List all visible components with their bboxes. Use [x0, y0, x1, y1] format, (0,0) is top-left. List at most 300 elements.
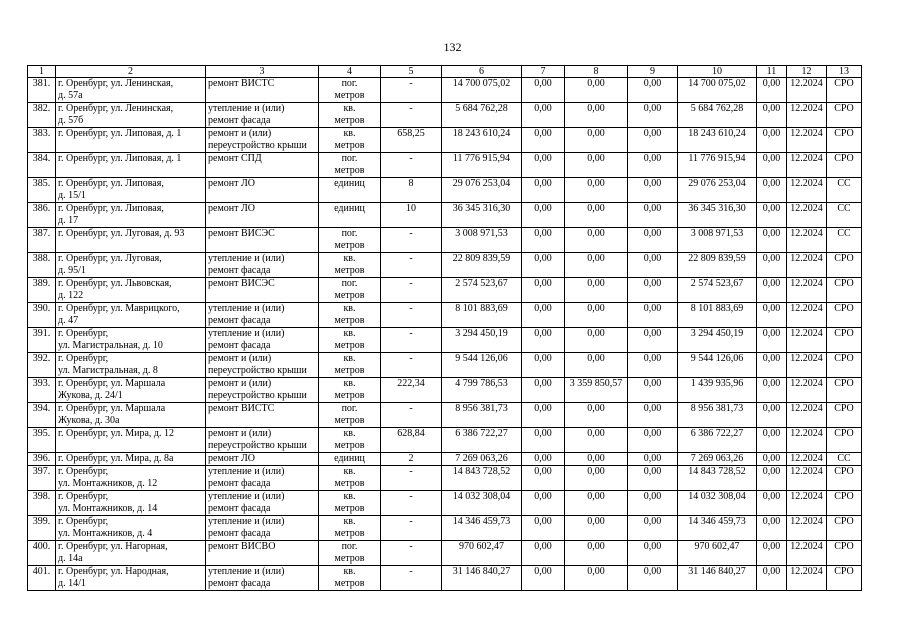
cell-row-number: 394.: [28, 403, 56, 428]
cell-work-type: [206, 78, 319, 103]
cell-work-type: [206, 103, 319, 128]
cell-quantity: 8: [381, 178, 442, 203]
cell-line: г. Оренбург, ул. Липовая, д. 1: [58, 128, 182, 139]
cell-line: ремонт фасада: [208, 528, 271, 539]
cell-line: кв.: [343, 253, 356, 264]
cell-fund-local: 0,00: [628, 153, 678, 178]
cell-address: [56, 253, 206, 278]
cell-unit: [319, 303, 381, 328]
cell-fund-local: 0,00: [628, 428, 678, 453]
cell-fund-other: 0,00: [757, 353, 787, 378]
cell-address: [56, 178, 206, 203]
cell-line: пог.: [341, 403, 358, 414]
cell-line: метров: [334, 265, 365, 276]
cell-method: СРО: [827, 466, 862, 491]
cell-fund-owners: 9 544 126,06: [678, 353, 757, 378]
cell-work-type: [206, 128, 319, 153]
cell-line: ул. Магистральная, д. 10: [58, 340, 163, 351]
cell-fund-regional: 0,00: [565, 566, 628, 591]
cell-row-number: 381.: [28, 78, 56, 103]
cell-row-number: 388.: [28, 253, 56, 278]
cell-deadline: 12.2024: [787, 466, 827, 491]
cell-deadline: 12.2024: [787, 128, 827, 153]
cell-fund-local: 0,00: [628, 203, 678, 228]
cell-line: ремонт ВИСТС: [208, 78, 275, 89]
cell-quantity: -: [381, 353, 442, 378]
column-header-10: 10: [678, 66, 757, 78]
cell-address: [56, 228, 206, 253]
cell-quantity: 658,25: [381, 128, 442, 153]
cell-total-cost: 22 809 839,59: [442, 253, 522, 278]
cell-line: д. 95/1: [58, 265, 86, 276]
cell-total-cost: 7 269 063,26: [442, 453, 522, 466]
cell-fund-regional: 0,00: [565, 228, 628, 253]
cell-line: ул. Магистральная, д. 8: [58, 365, 158, 376]
cell-line: пог.: [341, 278, 358, 289]
column-header-11: 11: [757, 66, 787, 78]
cell-unit: [319, 128, 381, 153]
cell-row-number: 386.: [28, 203, 56, 228]
cell-fund-federal: 0,00: [522, 378, 565, 403]
cell-line: утепление и (или): [208, 466, 285, 477]
cell-quantity: 2: [381, 453, 442, 466]
cell-method: СРО: [827, 78, 862, 103]
cell-work-type: [206, 328, 319, 353]
cell-unit: [319, 228, 381, 253]
cell-line: г. Оренбург,: [58, 353, 109, 364]
cell-line: г. Оренбург, ул. Мира, д. 12: [58, 428, 174, 439]
cell-fund-regional: 0,00: [565, 466, 628, 491]
cell-line: г. Оренбург, ул. Липовая,: [58, 203, 164, 214]
table-row: [28, 491, 862, 516]
cell-fund-local: 0,00: [628, 228, 678, 253]
table-row: [28, 466, 862, 491]
cell-row-number: 401.: [28, 566, 56, 591]
cell-line: г. Оренбург, ул. Липовая, д. 1: [58, 153, 182, 164]
cell-line: г. Оренбург, ул. Львовская,: [58, 278, 172, 289]
cell-work-type: [206, 203, 319, 228]
cell-line: утепление и (или): [208, 253, 285, 264]
cell-total-cost: 5 684 762,28: [442, 103, 522, 128]
cell-line: единиц: [334, 203, 365, 214]
cell-line: утепление и (или): [208, 516, 285, 527]
cell-line: д. 57б: [58, 115, 84, 126]
cell-fund-federal: 0,00: [522, 541, 565, 566]
cell-method: СС: [827, 228, 862, 253]
cell-fund-regional: 0,00: [565, 303, 628, 328]
column-header-13: 13: [827, 66, 862, 78]
cell-line: д. 57а: [58, 90, 83, 101]
cell-line: г. Оренбург,: [58, 491, 109, 502]
cell-line: д. 47: [58, 315, 79, 326]
cell-method: СРО: [827, 428, 862, 453]
cell-deadline: 12.2024: [787, 378, 827, 403]
table-row: [28, 403, 862, 428]
cell-quantity: -: [381, 403, 442, 428]
table-row: [28, 516, 862, 541]
cell-address: [56, 541, 206, 566]
cell-line: г. Оренбург, ул. Маршала: [58, 403, 166, 414]
cell-row-number: 383.: [28, 128, 56, 153]
cell-quantity: -: [381, 541, 442, 566]
cell-row-number: 400.: [28, 541, 56, 566]
cell-total-cost: 3 294 450,19: [442, 328, 522, 353]
cell-fund-owners: 22 809 839,59: [678, 253, 757, 278]
table-row: [28, 566, 862, 591]
cell-fund-other: 0,00: [757, 203, 787, 228]
cell-deadline: 12.2024: [787, 353, 827, 378]
cell-total-cost: 2 574 523,67: [442, 278, 522, 303]
column-header-2: 2: [56, 66, 206, 78]
cell-work-type: [206, 516, 319, 541]
table-row: [28, 303, 862, 328]
cell-quantity: -: [381, 466, 442, 491]
cell-line: ремонт фасада: [208, 340, 271, 351]
cell-fund-regional: 0,00: [565, 178, 628, 203]
cell-fund-local: 0,00: [628, 303, 678, 328]
cell-total-cost: 9 544 126,06: [442, 353, 522, 378]
cell-line: переустройство крыши: [208, 140, 307, 151]
cell-address: [56, 278, 206, 303]
cell-fund-other: 0,00: [757, 516, 787, 541]
cell-fund-other: 0,00: [757, 303, 787, 328]
cell-fund-federal: 0,00: [522, 78, 565, 103]
cell-line: Жукова, д. 24/1: [58, 390, 123, 401]
cell-line: ремонт фасада: [208, 115, 271, 126]
cell-deadline: 12.2024: [787, 403, 827, 428]
cell-deadline: 12.2024: [787, 153, 827, 178]
cell-line: пог.: [341, 228, 358, 239]
cell-line: ремонт фасада: [208, 578, 271, 589]
cell-work-type: [206, 153, 319, 178]
cell-address: [56, 516, 206, 541]
cell-row-number: 384.: [28, 153, 56, 178]
cell-line: метров: [334, 115, 365, 126]
cell-unit: [319, 253, 381, 278]
cell-fund-owners: 2 574 523,67: [678, 278, 757, 303]
cell-address: [56, 153, 206, 178]
cell-deadline: 12.2024: [787, 453, 827, 466]
cell-fund-owners: 970 602,47: [678, 541, 757, 566]
cell-line: г. Оренбург, ул. Народная,: [58, 566, 169, 577]
cell-total-cost: 14 032 308,04: [442, 491, 522, 516]
cell-line: ул. Монтажников, д. 4: [58, 528, 153, 539]
cell-line: метров: [334, 140, 365, 151]
column-header-6: 6: [442, 66, 522, 78]
cell-fund-other: 0,00: [757, 328, 787, 353]
cell-fund-federal: 0,00: [522, 328, 565, 353]
cell-line: г. Оренбург, ул. Нагорная,: [58, 541, 168, 552]
cell-line: ремонт СПД: [208, 153, 262, 164]
cell-fund-local: 0,00: [628, 453, 678, 466]
cell-row-number: 387.: [28, 228, 56, 253]
cell-fund-owners: 31 146 840,27: [678, 566, 757, 591]
cell-line: г. Оренбург,: [58, 516, 109, 527]
cell-deadline: 12.2024: [787, 566, 827, 591]
cell-fund-regional: 0,00: [565, 403, 628, 428]
cell-deadline: 12.2024: [787, 253, 827, 278]
cell-line: ремонт фасада: [208, 503, 271, 514]
cell-fund-local: 0,00: [628, 378, 678, 403]
cell-fund-owners: 14 346 459,73: [678, 516, 757, 541]
cell-line: кв.: [343, 491, 356, 502]
column-number-header: [28, 66, 862, 78]
cell-fund-local: 0,00: [628, 516, 678, 541]
cell-line: метров: [334, 553, 365, 564]
cell-address: [56, 328, 206, 353]
cell-fund-other: 0,00: [757, 78, 787, 103]
cell-fund-regional: 0,00: [565, 103, 628, 128]
cell-line: метров: [334, 340, 365, 351]
cell-fund-owners: 3 008 971,53: [678, 228, 757, 253]
cell-line: утепление и (или): [208, 103, 285, 114]
cell-method: СРО: [827, 278, 862, 303]
cell-row-number: 398.: [28, 491, 56, 516]
table-body: [28, 66, 862, 591]
cell-quantity: 222,34: [381, 378, 442, 403]
cell-fund-regional: 0,00: [565, 203, 628, 228]
cell-fund-regional: 0,00: [565, 491, 628, 516]
cell-fund-other: 0,00: [757, 428, 787, 453]
cell-row-number: 390.: [28, 303, 56, 328]
cell-unit: [319, 353, 381, 378]
cell-method: СРО: [827, 516, 862, 541]
cell-work-type: [206, 278, 319, 303]
cell-method: СРО: [827, 491, 862, 516]
cell-total-cost: 3 008 971,53: [442, 228, 522, 253]
cell-method: СРО: [827, 153, 862, 178]
cell-method: СС: [827, 203, 862, 228]
cell-line: ремонт и (или): [208, 128, 272, 139]
cell-address: [56, 203, 206, 228]
cell-line: пог.: [341, 541, 358, 552]
table-row: [28, 203, 862, 228]
cell-line: метров: [334, 390, 365, 401]
cell-line: д. 17: [58, 215, 79, 226]
table-row: [28, 378, 862, 403]
cell-fund-local: 0,00: [628, 403, 678, 428]
cell-unit: [319, 78, 381, 103]
column-header-12: 12: [787, 66, 827, 78]
cell-fund-owners: 36 345 316,30: [678, 203, 757, 228]
cell-deadline: 12.2024: [787, 541, 827, 566]
cell-fund-other: 0,00: [757, 278, 787, 303]
cell-line: метров: [334, 90, 365, 101]
cell-line: д. 15/1: [58, 190, 86, 201]
cell-row-number: 389.: [28, 278, 56, 303]
cell-row-number: 391.: [28, 328, 56, 353]
cell-work-type: [206, 353, 319, 378]
cell-total-cost: 6 386 722,27: [442, 428, 522, 453]
cell-row-number: 397.: [28, 466, 56, 491]
cell-fund-owners: 14 843 728,52: [678, 466, 757, 491]
cell-fund-other: 0,00: [757, 103, 787, 128]
table-row: [28, 228, 862, 253]
cell-total-cost: 31 146 840,27: [442, 566, 522, 591]
cell-line: утепление и (или): [208, 566, 285, 577]
cell-work-type: [206, 303, 319, 328]
cell-fund-owners: 8 101 883,69: [678, 303, 757, 328]
column-header-1: 1: [28, 66, 56, 78]
cell-quantity: -: [381, 491, 442, 516]
cell-deadline: 12.2024: [787, 303, 827, 328]
cell-line: утепление и (или): [208, 491, 285, 502]
cell-address: [56, 78, 206, 103]
cell-work-type: [206, 378, 319, 403]
cell-line: кв.: [343, 128, 356, 139]
cell-method: СРО: [827, 303, 862, 328]
cell-line: ремонт и (или): [208, 353, 272, 364]
cell-row-number: 385.: [28, 178, 56, 203]
cell-fund-regional: 0,00: [565, 453, 628, 466]
cell-unit: [319, 153, 381, 178]
cell-address: [56, 428, 206, 453]
cell-quantity: -: [381, 228, 442, 253]
table-row: [28, 253, 862, 278]
column-header-5: 5: [381, 66, 442, 78]
cell-line: метров: [334, 240, 365, 251]
cell-deadline: 12.2024: [787, 78, 827, 103]
cell-line: г. Оренбург,: [58, 328, 109, 339]
cell-line: кв.: [343, 378, 356, 389]
table-row: [28, 353, 862, 378]
table-row: [28, 453, 862, 466]
cell-unit: [319, 203, 381, 228]
cell-line: ремонт ЛО: [208, 178, 255, 189]
cell-fund-federal: 0,00: [522, 516, 565, 541]
cell-unit: [319, 566, 381, 591]
cell-method: СРО: [827, 253, 862, 278]
cell-address: [56, 303, 206, 328]
cell-method: СРО: [827, 541, 862, 566]
cell-fund-federal: 0,00: [522, 278, 565, 303]
cell-line: кв.: [343, 353, 356, 364]
cell-fund-other: 0,00: [757, 453, 787, 466]
cell-fund-owners: 6 386 722,27: [678, 428, 757, 453]
cell-fund-local: 0,00: [628, 178, 678, 203]
cell-fund-local: 0,00: [628, 353, 678, 378]
cell-unit: [319, 278, 381, 303]
table-row: [28, 103, 862, 128]
cell-line: метров: [334, 165, 365, 176]
cell-work-type: [206, 453, 319, 466]
cell-total-cost: 14 700 075,02: [442, 78, 522, 103]
cell-fund-owners: 29 076 253,04: [678, 178, 757, 203]
cell-deadline: 12.2024: [787, 328, 827, 353]
cell-work-type: [206, 178, 319, 203]
cell-fund-owners: 1 439 935,96: [678, 378, 757, 403]
cell-line: Жукова, д. 30а: [58, 415, 120, 426]
cell-line: метров: [334, 578, 365, 589]
cell-line: ремонт ВИСЭС: [208, 278, 275, 289]
cell-quantity: -: [381, 303, 442, 328]
cell-line: ремонт и (или): [208, 378, 272, 389]
cell-fund-federal: 0,00: [522, 253, 565, 278]
cell-fund-other: 0,00: [757, 253, 787, 278]
cell-fund-owners: 11 776 915,94: [678, 153, 757, 178]
cell-line: метров: [334, 503, 365, 514]
cell-line: ремонт фасада: [208, 265, 271, 276]
column-header-8: 8: [565, 66, 628, 78]
cell-fund-regional: 0,00: [565, 428, 628, 453]
cell-total-cost: 4 799 786,53: [442, 378, 522, 403]
cell-fund-other: 0,00: [757, 491, 787, 516]
cell-fund-federal: 0,00: [522, 453, 565, 466]
cell-line: д. 14а: [58, 553, 83, 564]
cell-fund-other: 0,00: [757, 178, 787, 203]
cell-fund-other: 0,00: [757, 228, 787, 253]
cell-line: переустройство крыши: [208, 390, 307, 401]
cell-address: [56, 403, 206, 428]
column-header-7: 7: [522, 66, 565, 78]
cell-method: СРО: [827, 378, 862, 403]
cell-line: кв.: [343, 103, 356, 114]
cell-total-cost: 36 345 316,30: [442, 203, 522, 228]
cell-line: г. Оренбург, ул. Маршала: [58, 378, 166, 389]
cell-fund-local: 0,00: [628, 566, 678, 591]
cell-fund-other: 0,00: [757, 466, 787, 491]
cell-line: метров: [334, 365, 365, 376]
cell-line: ул. Монтажников, д. 14: [58, 503, 158, 514]
cell-line: ремонт ВИСЭС: [208, 228, 275, 239]
cell-address: [56, 103, 206, 128]
cell-work-type: [206, 541, 319, 566]
cell-work-type: [206, 466, 319, 491]
cell-line: пог.: [341, 78, 358, 89]
cell-line: г. Оренбург, ул. Маврицкого,: [58, 303, 180, 314]
cell-fund-owners: 3 294 450,19: [678, 328, 757, 353]
cell-fund-federal: 0,00: [522, 203, 565, 228]
cell-fund-local: 0,00: [628, 103, 678, 128]
cell-fund-regional: 0,00: [565, 278, 628, 303]
cell-fund-other: 0,00: [757, 378, 787, 403]
cell-fund-federal: 0,00: [522, 466, 565, 491]
cell-method: СРО: [827, 403, 862, 428]
cell-fund-federal: 0,00: [522, 228, 565, 253]
cell-line: метров: [334, 415, 365, 426]
repair-schedule-table: [27, 65, 862, 591]
cell-quantity: -: [381, 516, 442, 541]
cell-fund-owners: 14 032 308,04: [678, 491, 757, 516]
cell-work-type: [206, 228, 319, 253]
cell-fund-regional: 0,00: [565, 153, 628, 178]
cell-fund-regional: 0,00: [565, 541, 628, 566]
cell-fund-federal: 0,00: [522, 566, 565, 591]
cell-work-type: [206, 566, 319, 591]
cell-line: кв.: [343, 303, 356, 314]
cell-unit: [319, 378, 381, 403]
table-row: [28, 328, 862, 353]
cell-fund-local: 0,00: [628, 491, 678, 516]
cell-row-number: 393.: [28, 378, 56, 403]
cell-row-number: 382.: [28, 103, 56, 128]
cell-line: г. Оренбург, ул. Липовая,: [58, 178, 164, 189]
cell-line: г. Оренбург,: [58, 466, 109, 477]
cell-fund-other: 0,00: [757, 128, 787, 153]
column-header-9: 9: [628, 66, 678, 78]
cell-fund-federal: 0,00: [522, 491, 565, 516]
cell-line: ремонт ЛО: [208, 203, 255, 214]
cell-quantity: -: [381, 78, 442, 103]
cell-unit: [319, 403, 381, 428]
cell-total-cost: 11 776 915,94: [442, 153, 522, 178]
cell-row-number: 395.: [28, 428, 56, 453]
cell-line: д. 14/1: [58, 578, 86, 589]
cell-fund-regional: 0,00: [565, 353, 628, 378]
cell-quantity: -: [381, 153, 442, 178]
table-row: [28, 541, 862, 566]
cell-line: утепление и (или): [208, 328, 285, 339]
